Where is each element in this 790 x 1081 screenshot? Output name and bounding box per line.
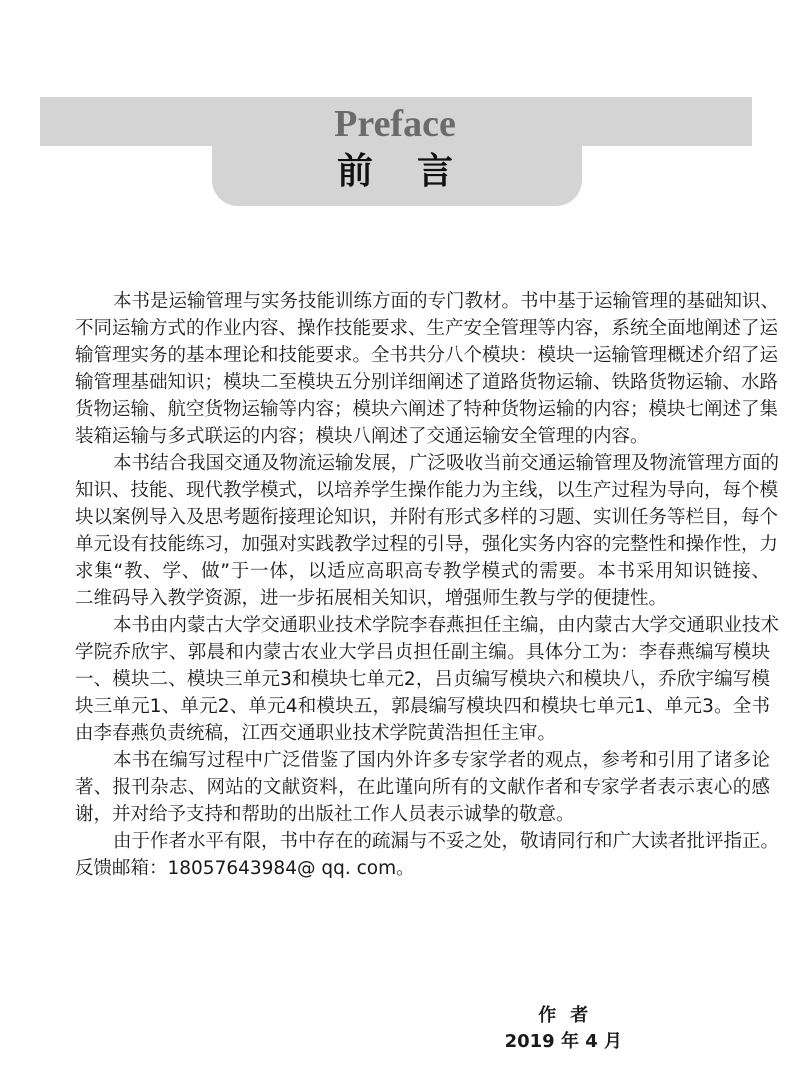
paragraph [75, 828, 780, 882]
paragraph [75, 747, 770, 828]
title-english: Preface [334, 103, 456, 145]
text-line: 知识、技能、现代教学模式，以培养学生操作能力为主线，以生产过程为导向，每个模 [75, 480, 779, 501]
signature [505, 1003, 622, 1055]
text-line: 单元设有技能练习，加强对实践教学过程的引导，强化实务内容的完整性和操作性，力 [75, 534, 779, 555]
text-line: 本书结合我国交通及物流运输发展，广泛吸收当前交通运输管理及物流管理方面的 [113, 453, 780, 474]
text-line: 学院乔欣宇、郭晨和内蒙古农业大学吕贞担任副主编。具体分工为：李春燕编写模块 [75, 642, 770, 663]
text-line: 著、报刊杂志、网站的文献资料，在此谨向所有的文献作者和专家学者表示衷心的感 [75, 777, 770, 798]
paragraph [75, 450, 780, 612]
paragraph [75, 288, 780, 450]
paragraph [75, 612, 780, 747]
text-line: 反馈邮箱：18057643984@ qq. com。 [75, 858, 415, 879]
preface-body [75, 288, 780, 882]
title-chinese: 前言 [336, 151, 497, 192]
text-line: 本书在编写过程中广泛借鉴了国内外许多专家学者的观点，参考和引用了诸多论 [113, 750, 770, 771]
text-line: 求集“教、学、做”于一体，以适应高职高专教学模式的需要。本书采用知识链接、 [75, 561, 770, 582]
text-line: 谢，并对给予支持和帮助的出版社工作人员表示诚挚的敬意。 [75, 804, 575, 825]
text-line: 输管理基础知识；模块二至模块五分别详细阐述了道路货物运输、铁路货物运输、水路 [75, 372, 779, 393]
signature-author: 作者 [538, 1005, 603, 1026]
text-line: 块三单元1、单元2、单元4和模块五，郭晨编写模块四和模块七单元1、单元3。全书 [75, 696, 770, 717]
text-line: 不同运输方式的作业内容、操作技能要求、生产安全管理等内容，系统全面地阐述了运 [75, 318, 779, 339]
text-line: 由于作者水平有限，书中存在的疏漏与不妥之处，敬请同行和广大读者批评指正。 [113, 831, 780, 852]
text-line: 输管理实务的基本理论和技能要求。全书共分八个模块：模块一运输管理概述介绍了运 [75, 345, 779, 366]
signature-date: 2019 年 4 月 [504, 1031, 622, 1052]
text-line: 货物运输、航空货物运输等内容；模块六阐述了特种货物运输的内容；模块七阐述了集 [75, 399, 779, 420]
text-line: 二维码导入教学资源，进一步拓展相关知识，增强师生教与学的便捷性。 [75, 588, 668, 609]
text-line: 由李春燕负责统稿，江西交通职业技术学院黄浩担任主审。 [75, 723, 557, 744]
text-line: 本书由内蒙古大学交通职业技术学院李春燕担任主编，由内蒙古大学交通职业技术 [113, 615, 780, 636]
text-line: 装箱运输与多式联运的内容；模块八阐述了交通运输安全管理的内容。 [75, 426, 649, 447]
text-line: 本书是运输管理与实务技能训练方面的专门教材。书中基于运输管理的基础知识、 [113, 291, 780, 312]
text-line: 块以案例导入及思考题衔接理论知识，并附有形式多样的习题、实训任务等栏目，每个 [75, 507, 779, 528]
text-line: 一、模块二、模块三单元3和模块七单元2，吕贞编写模块六和模块八，乔欣宇编写模 [75, 669, 770, 690]
